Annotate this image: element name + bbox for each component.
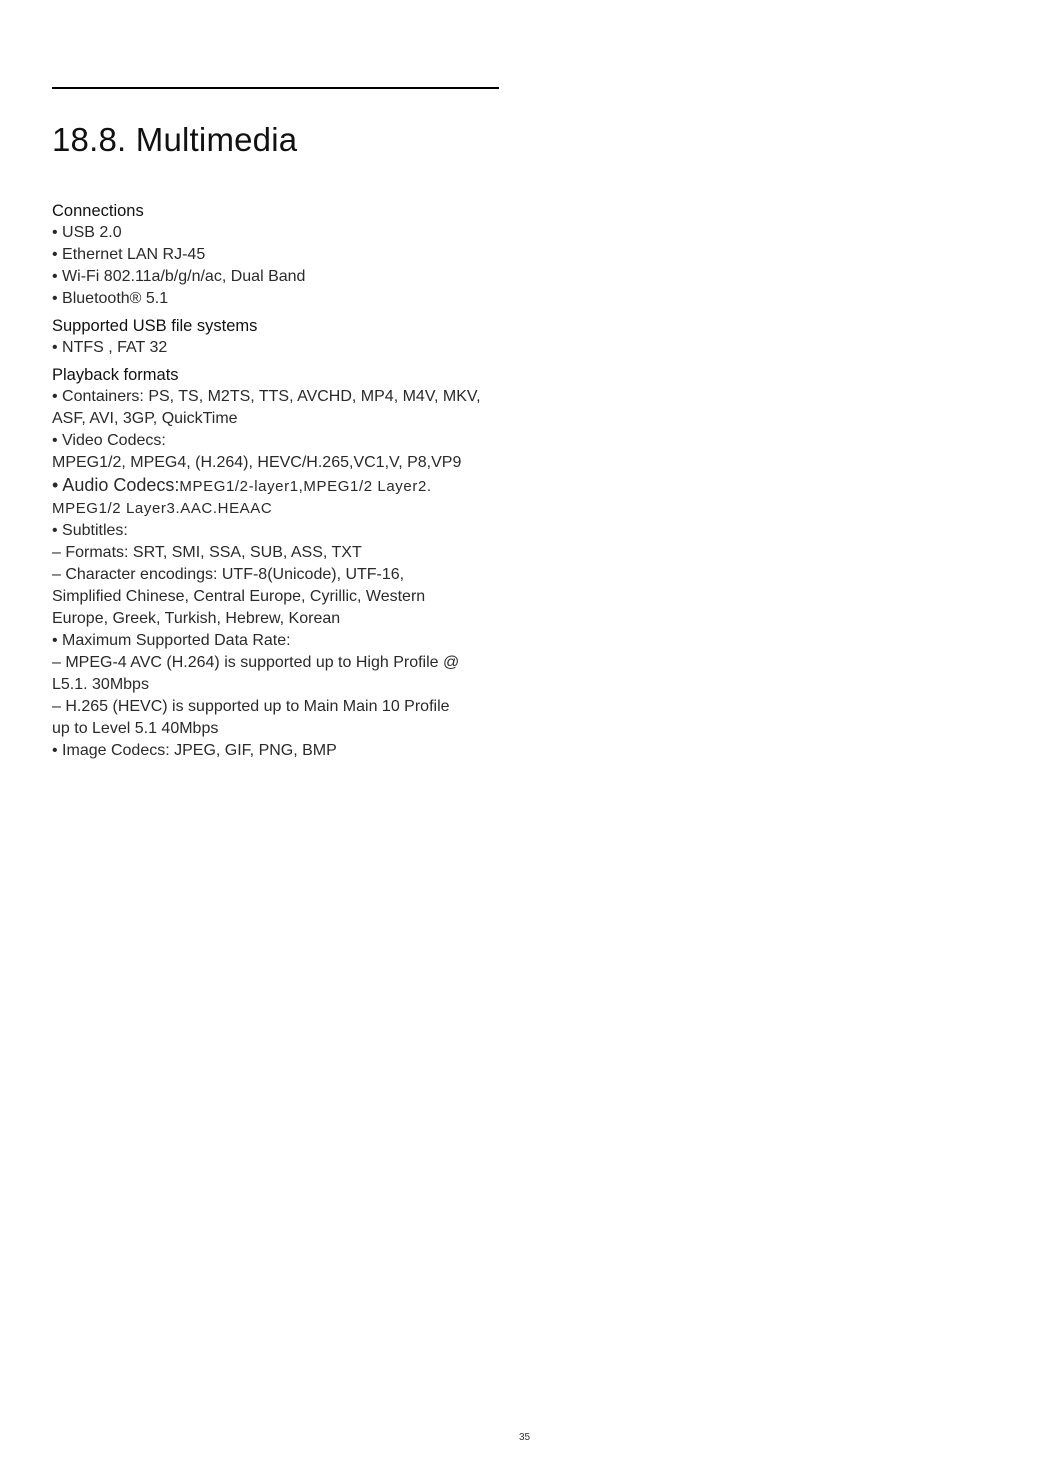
data-rate-line: – MPEG-4 AVC (H.264) is supported up to High Profile @ [52,654,460,671]
audio-codecs-value: MPEG1/2-layer1,MPEG1/2 Layer2. [179,478,432,495]
data-rate-line: L5.1. 30Mbps [52,676,149,693]
playback-heading: Playback formats [52,366,179,384]
data-rate-line: • Maximum Supported Data Rate: [52,632,291,649]
containers-line: ASF, AVI, 3GP, QuickTime [52,410,238,427]
audio-codecs-line [52,474,512,498]
video-codecs-line: • Video Codecs: [52,432,166,449]
subtitles-line: Simplified Chinese, Central Europe, Cyrillic, Western [52,588,426,605]
containers-line: • Containers: PS, TS, M2TS, TTS, AVCHD, MP4, M4V, MKV, [52,388,481,405]
spec-content [52,200,512,762]
data-rate-line: – H.265 (HEVC) is supported up to Main Main 10 Profile [52,698,450,715]
page-number: 35 [518,1432,531,1443]
connections-item: • Wi-Fi 802.11a/b/g/n/ac, Dual Band [52,268,306,285]
connections-item: • USB 2.0 [52,224,122,241]
connections-item: • Bluetooth® 5.1 [52,290,169,307]
connections-heading: Connections [52,202,144,220]
subtitles-line: Europe, Greek, Turkish, Hebrew, Korean [52,610,341,627]
usb-fs-heading: Supported USB file systems [52,317,258,335]
audio-codecs-cont: MPEG1/2 Layer3.AAC.HEAAC [52,500,273,517]
page-title: 18.8. Multimedia [52,121,298,158]
top-rule [52,87,499,89]
connections-item: • Ethernet LAN RJ-45 [52,246,206,263]
video-codecs-line: MPEG1/2, MPEG4, (H.264), HEVC/H.265,VC1,V, P8,VP9 [52,454,462,471]
usb-fs-item: • NTFS , FAT 32 [52,339,168,356]
subtitles-line: • Subtitles: [52,522,128,539]
data-rate-line: up to Level 5.1 40Mbps [52,720,219,737]
audio-codecs-label: • Audio Codecs: [52,475,180,495]
subtitles-line: – Character encodings: UTF-8(Unicode), UTF-16, [52,566,405,583]
subtitles-line: – Formats: SRT, SMI, SSA, SUB, ASS, TXT [52,544,362,561]
image-codecs-line: • Image Codecs: JPEG, GIF, PNG, BMP [52,742,337,759]
